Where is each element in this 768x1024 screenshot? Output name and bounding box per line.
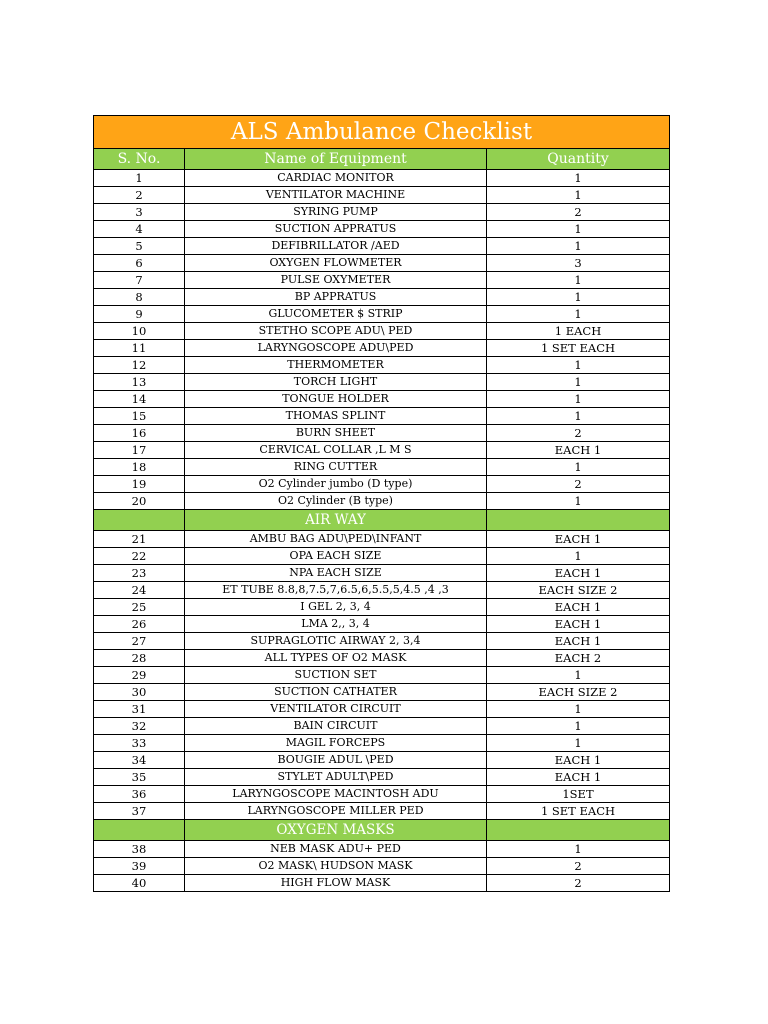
sno-cell: 17 (94, 442, 185, 459)
equipment-name-cell: BOUGIE ADUL \PED (185, 752, 487, 769)
table-row (94, 238, 670, 255)
quantity-cell: 1 (487, 667, 670, 684)
equipment-name-cell: O2 Cylinder jumbo (D type) (185, 476, 487, 493)
equipment-name-cell: O2 MASK\ HUDSON MASK (185, 858, 487, 875)
quantity-cell: 1 (487, 306, 670, 323)
sno-cell: 3 (94, 204, 185, 221)
equipment-name-cell: O2 Cylinder (B type) (185, 493, 487, 510)
equipment-name-cell: VENTILATOR MACHINE (185, 187, 487, 204)
sno-cell: 19 (94, 476, 185, 493)
section-header-row (94, 510, 670, 531)
quantity-cell: EACH 1 (487, 599, 670, 616)
equipment-name-cell: STETHO SCOPE ADU\ PED (185, 323, 487, 340)
sno-cell: 28 (94, 650, 185, 667)
quantity-cell: 1 (487, 374, 670, 391)
quantity-cell: 1 (487, 548, 670, 565)
quantity-cell: 2 (487, 858, 670, 875)
header-row (94, 149, 670, 170)
quantity-cell: 1 (487, 701, 670, 718)
quantity-cell: 1 (487, 718, 670, 735)
section-sno-cell (94, 820, 185, 841)
sno-cell: 23 (94, 565, 185, 582)
table-row (94, 425, 670, 442)
section-header-row (94, 820, 670, 841)
equipment-name-cell: LARYNGOSCOPE MACINTOSH ADU (185, 786, 487, 803)
sno-cell: 15 (94, 408, 185, 425)
table-row (94, 493, 670, 510)
table-row (94, 718, 670, 735)
table-row (94, 374, 670, 391)
sno-cell: 40 (94, 875, 185, 892)
quantity-cell: EACH 1 (487, 616, 670, 633)
table-row (94, 442, 670, 459)
table-row (94, 548, 670, 565)
equipment-name-cell: BP APPRATUS (185, 289, 487, 306)
sno-cell: 18 (94, 459, 185, 476)
table-row (94, 841, 670, 858)
equipment-name-cell: SUCTION APPRATUS (185, 221, 487, 238)
sno-cell: 26 (94, 616, 185, 633)
equipment-name-cell: SYRING PUMP (185, 204, 487, 221)
sno-cell: 5 (94, 238, 185, 255)
table-row (94, 667, 670, 684)
section-title: AIR WAY (185, 510, 487, 531)
equipment-name-cell: MAGIL FORCEPS (185, 735, 487, 752)
quantity-cell: 1 SET EACH (487, 340, 670, 357)
equipment-name-cell: CERVICAL COLLAR ,L M S (185, 442, 487, 459)
table-row (94, 752, 670, 769)
quantity-cell: 1 (487, 357, 670, 374)
sno-cell: 25 (94, 599, 185, 616)
equipment-name-cell: VENTILATOR CIRCUIT (185, 701, 487, 718)
equipment-name-cell: RING CUTTER (185, 459, 487, 476)
table-row (94, 650, 670, 667)
table-row (94, 459, 670, 476)
table-row (94, 323, 670, 340)
title-row (94, 116, 670, 149)
sno-cell: 24 (94, 582, 185, 599)
table-row (94, 391, 670, 408)
table-row (94, 531, 670, 548)
quantity-cell: 1 SET EACH (487, 803, 670, 820)
sno-cell: 11 (94, 340, 185, 357)
table-row (94, 769, 670, 786)
equipment-name-cell: LARYNGOSCOPE MILLER PED (185, 803, 487, 820)
sno-cell: 6 (94, 255, 185, 272)
page-title: ALS Ambulance Checklist (94, 116, 670, 149)
quantity-cell: 2 (487, 476, 670, 493)
quantity-cell: 1 (487, 170, 670, 187)
sno-cell: 35 (94, 769, 185, 786)
equipment-name-cell: SUCTION SET (185, 667, 487, 684)
section-quantity-cell (487, 510, 670, 531)
section-sno-cell (94, 510, 185, 531)
equipment-name-cell: I GEL 2, 3, 4 (185, 599, 487, 616)
sno-cell: 9 (94, 306, 185, 323)
table-row (94, 221, 670, 238)
table-row (94, 701, 670, 718)
quantity-cell: EACH 1 (487, 752, 670, 769)
quantity-cell: 1 (487, 221, 670, 238)
table-row (94, 684, 670, 701)
quantity-cell: 1 (487, 841, 670, 858)
equipment-name-cell: ET TUBE 8.8,8,7.5,7,6.5,6,5.5,5,4.5 ,4 ,3 (185, 582, 487, 599)
sno-cell: 22 (94, 548, 185, 565)
quantity-cell: 1 (487, 289, 670, 306)
equipment-name-cell: THERMOMETER (185, 357, 487, 374)
equipment-name-cell: LMA 2,, 3, 4 (185, 616, 487, 633)
equipment-name-cell: BURN SHEET (185, 425, 487, 442)
equipment-name-cell: CARDIAC MONITOR (185, 170, 487, 187)
sno-cell: 21 (94, 531, 185, 548)
equipment-name-cell: OPA EACH SIZE (185, 548, 487, 565)
quantity-cell: 1 (487, 459, 670, 476)
equipment-name-cell: BAIN CIRCUIT (185, 718, 487, 735)
quantity-cell: 1 (487, 735, 670, 752)
table-row (94, 170, 670, 187)
equipment-name-cell: GLUCOMETER $ STRIP (185, 306, 487, 323)
quantity-cell: 2 (487, 875, 670, 892)
column-header-name: Name of Equipment (185, 149, 487, 170)
table-row (94, 786, 670, 803)
equipment-name-cell: LARYNGOSCOPE ADU\PED (185, 340, 487, 357)
quantity-cell: 1 (487, 272, 670, 289)
quantity-cell: 2 (487, 204, 670, 221)
quantity-cell: EACH 1 (487, 565, 670, 582)
sno-cell: 38 (94, 841, 185, 858)
quantity-cell: 2 (487, 425, 670, 442)
table-row (94, 272, 670, 289)
column-header-quantity: Quantity (487, 149, 670, 170)
table-row (94, 735, 670, 752)
quantity-cell: 1 (487, 391, 670, 408)
table-row (94, 803, 670, 820)
sno-cell: 4 (94, 221, 185, 238)
equipment-name-cell: OXYGEN FLOWMETER (185, 255, 487, 272)
equipment-name-cell: HIGH FLOW MASK (185, 875, 487, 892)
table-row (94, 187, 670, 204)
equipment-name-cell: TORCH LIGHT (185, 374, 487, 391)
quantity-cell: 1 (487, 408, 670, 425)
sno-cell: 29 (94, 667, 185, 684)
equipment-name-cell: STYLET ADULT\PED (185, 769, 487, 786)
table-row (94, 340, 670, 357)
sno-cell: 27 (94, 633, 185, 650)
quantity-cell: 1 (487, 493, 670, 510)
table-row (94, 357, 670, 374)
equipment-name-cell: NEB MASK ADU+ PED (185, 841, 487, 858)
table-row (94, 289, 670, 306)
sno-cell: 20 (94, 493, 185, 510)
table-row (94, 616, 670, 633)
sno-cell: 14 (94, 391, 185, 408)
sno-cell: 1 (94, 170, 185, 187)
quantity-cell: 1 (487, 187, 670, 204)
quantity-cell: 1 (487, 238, 670, 255)
sno-cell: 10 (94, 323, 185, 340)
quantity-cell: EACH 1 (487, 531, 670, 548)
quantity-cell: EACH 1 (487, 442, 670, 459)
sno-cell: 12 (94, 357, 185, 374)
sno-cell: 7 (94, 272, 185, 289)
table-row (94, 408, 670, 425)
equipment-name-cell: DEFIBRILLATOR /AED (185, 238, 487, 255)
equipment-name-cell: ALL TYPES OF O2 MASK (185, 650, 487, 667)
quantity-cell: EACH 2 (487, 650, 670, 667)
sno-cell: 13 (94, 374, 185, 391)
quantity-cell: 1 EACH (487, 323, 670, 340)
equipment-name-cell: PULSE OXYMETER (185, 272, 487, 289)
quantity-cell: 3 (487, 255, 670, 272)
table-row (94, 476, 670, 493)
equipment-name-cell: NPA EACH SIZE (185, 565, 487, 582)
sno-cell: 31 (94, 701, 185, 718)
table-row (94, 204, 670, 221)
equipment-name-cell: TONGUE HOLDER (185, 391, 487, 408)
table-row (94, 582, 670, 599)
sno-cell: 33 (94, 735, 185, 752)
sno-cell: 8 (94, 289, 185, 306)
sno-cell: 2 (94, 187, 185, 204)
table-row (94, 633, 670, 650)
equipment-name-cell: SUCTION CATHATER (185, 684, 487, 701)
table-row (94, 858, 670, 875)
equipment-name-cell: AMBU BAG ADU\PED\INFANT (185, 531, 487, 548)
table-row (94, 565, 670, 582)
equipment-name-cell: THOMAS SPLINT (185, 408, 487, 425)
sno-cell: 34 (94, 752, 185, 769)
sno-cell: 37 (94, 803, 185, 820)
quantity-cell: EACH SIZE 2 (487, 582, 670, 599)
sno-cell: 16 (94, 425, 185, 442)
section-title: OXYGEN MASKS (185, 820, 487, 841)
table-row (94, 599, 670, 616)
sno-cell: 30 (94, 684, 185, 701)
table-row (94, 306, 670, 323)
quantity-cell: 1SET (487, 786, 670, 803)
sno-cell: 32 (94, 718, 185, 735)
table-row (94, 875, 670, 892)
table-row (94, 255, 670, 272)
column-header-sno: S. No. (94, 149, 185, 170)
quantity-cell: EACH 1 (487, 769, 670, 786)
sno-cell: 39 (94, 858, 185, 875)
checklist-table (93, 115, 670, 892)
quantity-cell: EACH SIZE 2 (487, 684, 670, 701)
equipment-name-cell: SUPRAGLOTIC AIRWAY 2, 3,4 (185, 633, 487, 650)
quantity-cell: EACH 1 (487, 633, 670, 650)
section-quantity-cell (487, 820, 670, 841)
sno-cell: 36 (94, 786, 185, 803)
